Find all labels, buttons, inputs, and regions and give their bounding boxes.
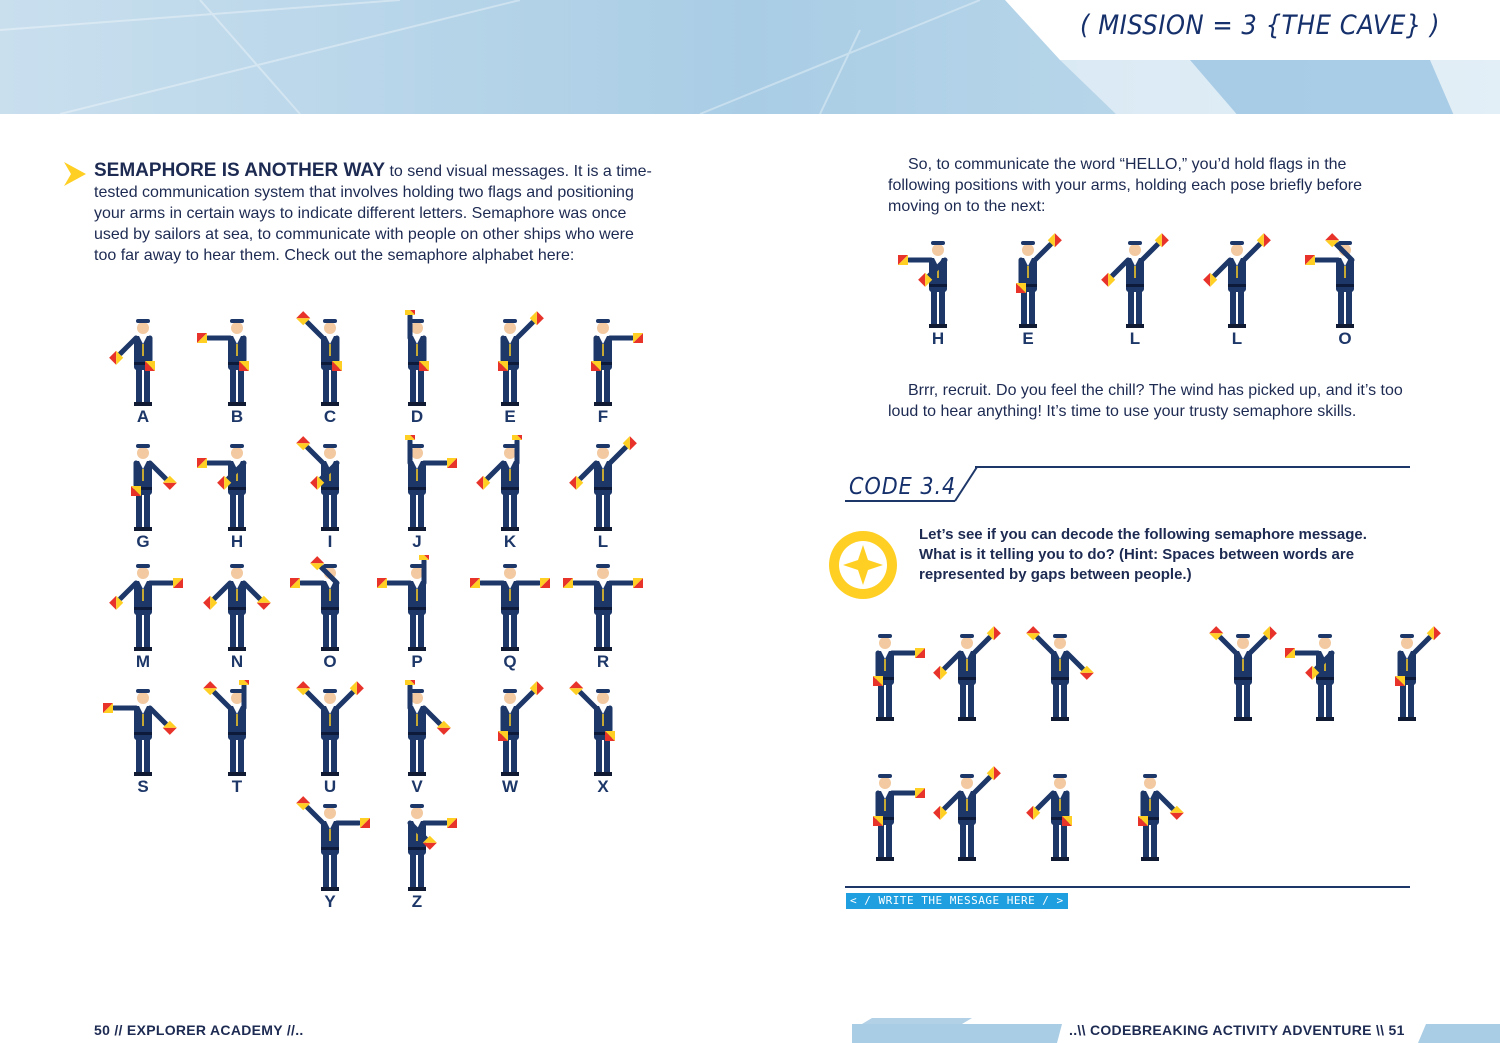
hello-figure	[983, 232, 1073, 332]
semaphore-figure	[465, 680, 555, 780]
chill-text: Brrr, recruit. Do you feel the chill? The wind has picked up, and it’s too loud to hear anything! It’s time to use your trusty semaphore skills.	[888, 382, 1403, 420]
letter-label: L	[1129, 329, 1141, 348]
semaphore-figure	[465, 435, 555, 535]
semaphore-figure	[372, 310, 462, 410]
mission-title: ( MISSION = 3 {THE CAVE} )	[1080, 10, 1441, 41]
letter-label: M	[135, 652, 151, 671]
code-figure	[922, 765, 1012, 865]
footer-sky-band	[852, 1018, 1062, 1043]
footer-right: ..\\ CODEBREAKING ACTIVITY ADVENTURE \\ 51	[1069, 1022, 1405, 1038]
letter-label: X	[597, 777, 609, 796]
letter-label: A	[136, 407, 150, 426]
letter-label: S	[137, 777, 149, 796]
letter-label: H	[230, 532, 244, 551]
letter-label: J	[412, 532, 422, 551]
code-figure	[1015, 765, 1105, 865]
letter-label: Q	[503, 652, 517, 671]
semaphore-figure	[192, 680, 282, 780]
letter-label: C	[323, 407, 337, 426]
letter-label: O	[1338, 329, 1352, 348]
semaphore-figure	[285, 555, 375, 655]
semaphore-figure	[285, 680, 375, 780]
semaphore-figure	[558, 435, 648, 535]
letter-label: P	[411, 652, 423, 671]
code-figure	[1105, 765, 1195, 865]
letter-label: T	[231, 777, 243, 796]
semaphore-figure	[372, 680, 462, 780]
semaphore-figure	[192, 310, 282, 410]
arrow-bullet-icon	[62, 160, 88, 188]
letter-label: O	[323, 652, 337, 671]
letter-label: G	[136, 532, 150, 551]
code-title: CODE 3.4	[849, 474, 957, 500]
code-figure	[1015, 625, 1105, 725]
semaphore-figure	[98, 435, 188, 535]
intro-lead: SEMAPHORE IS ANOTHER WAY	[94, 160, 386, 181]
semaphore-figure	[98, 680, 188, 780]
intro-paragraph	[94, 160, 656, 266]
write-message-label: < / WRITE THE MESSAGE HERE / >	[846, 893, 1068, 909]
semaphore-figure	[558, 555, 648, 655]
semaphore-figure	[285, 435, 375, 535]
code-figure	[922, 625, 1012, 725]
hello-intro-text: So, to communicate the word “HELLO,” you’d hold flags in the following positions with your arms, holding each pose briefly before moving on to the next:	[888, 156, 1363, 215]
hello-figure	[1300, 232, 1390, 332]
letter-label: N	[230, 652, 244, 671]
letter-label: E	[504, 407, 516, 426]
letter-label: R	[596, 652, 610, 671]
letter-label: L	[1231, 329, 1243, 348]
hello-figure	[893, 232, 983, 332]
semaphore-figure	[192, 435, 282, 535]
semaphore-figure	[372, 435, 462, 535]
code-prompt: Let’s see if you can decode the following semaphore message. What is it telling you to do? (Hint: Spaces between words are represented by gaps between people.)	[919, 526, 1367, 583]
semaphore-figure	[465, 555, 555, 655]
letter-label: Y	[324, 892, 336, 911]
semaphore-figure	[192, 555, 282, 655]
footer-left: 50 // EXPLORER ACADEMY //..	[94, 1022, 304, 1038]
letter-label: Z	[411, 892, 423, 911]
code-figure	[1198, 625, 1288, 725]
letter-label: E	[1022, 329, 1034, 348]
code-figure	[840, 625, 930, 725]
hello-figure	[1192, 232, 1282, 332]
letter-label: B	[230, 407, 244, 426]
semaphore-figure	[285, 795, 375, 895]
semaphore-figure	[372, 795, 462, 895]
semaphore-figure	[465, 310, 555, 410]
letter-label: H	[931, 329, 945, 348]
hello-figure	[1090, 232, 1180, 332]
intro-body: to send visual messages. It is a time-tested communication system that involves holding two flags and positioning your arms in certain ways to indicate different letters. Semaphore was once used by sailors at sea, to communicate with people on other ships who were too far away to hear them. Check out the semaphore alphabet here:	[94, 163, 652, 264]
code-figure	[1362, 625, 1452, 725]
letter-label: D	[410, 407, 424, 426]
semaphore-figure	[98, 310, 188, 410]
compass-icon	[828, 530, 898, 600]
semaphore-figure	[372, 555, 462, 655]
letter-label: L	[597, 532, 609, 551]
letter-label: K	[503, 532, 517, 551]
footer-sky-band-end	[1418, 1018, 1500, 1043]
code-figure	[1280, 625, 1370, 725]
semaphore-figure	[285, 310, 375, 410]
letter-label: V	[411, 777, 423, 796]
letter-label: U	[323, 777, 337, 796]
letter-label: W	[501, 777, 519, 796]
answer-line[interactable]	[845, 886, 1410, 888]
semaphore-figure	[558, 680, 648, 780]
letter-label: I	[327, 532, 333, 551]
code-figure	[840, 765, 930, 865]
semaphore-figure	[98, 555, 188, 655]
letter-label: F	[597, 407, 609, 426]
semaphore-figure	[558, 310, 648, 410]
